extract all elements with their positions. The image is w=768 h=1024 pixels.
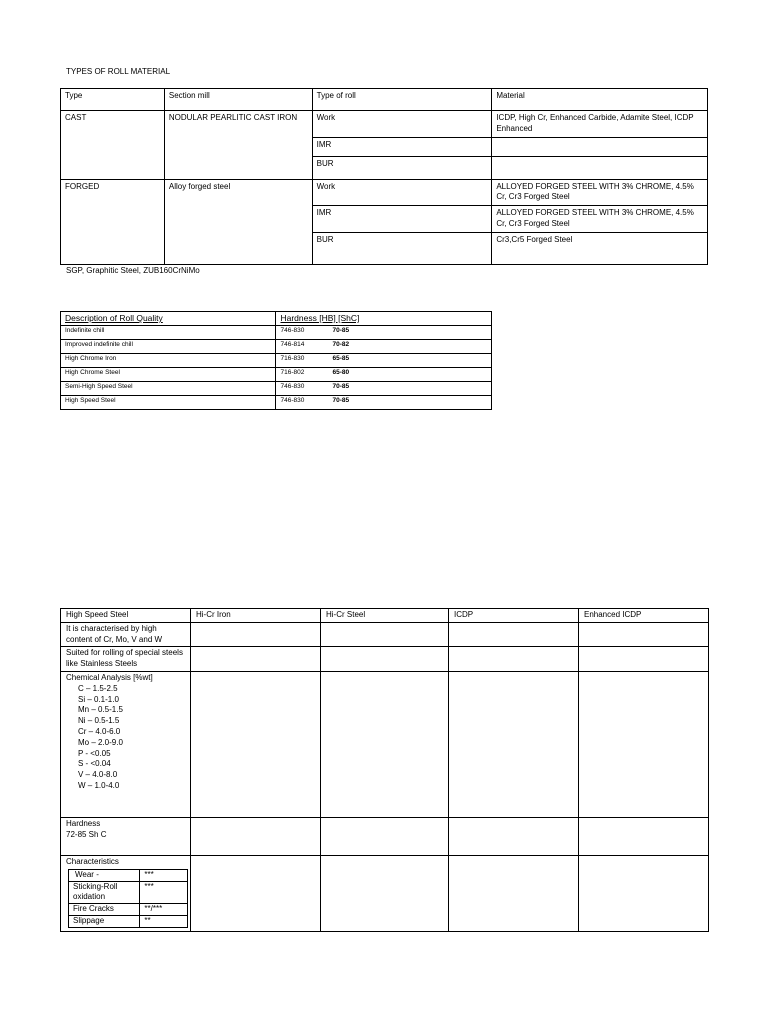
characteristics-title: Characteristics xyxy=(66,856,119,866)
empty-cell xyxy=(191,855,321,931)
cell-material: ALLOYED FORGED STEEL WITH 3% CHROME, 4.5% Cr, Cr3 Forged Steel xyxy=(492,206,708,233)
char-name: Slippage xyxy=(69,915,140,927)
cell-hardness xyxy=(276,382,492,396)
cell-description: High Speed Steel xyxy=(61,396,276,410)
table-header-row xyxy=(61,89,708,111)
hb-value: 746-814 xyxy=(280,341,305,349)
table-row xyxy=(61,671,709,817)
header-hardness-text: Hardness [HB] [ShC] xyxy=(280,313,360,323)
header-section-mill: Section mill xyxy=(164,89,312,111)
empty-cell xyxy=(191,647,321,672)
hb-value: 716-830 xyxy=(280,355,305,363)
shc-value: 70-85 xyxy=(332,397,350,405)
empty-cell xyxy=(579,855,709,931)
char-value: *** xyxy=(140,881,188,904)
cell-roll: Work xyxy=(312,179,492,206)
cell-hardness xyxy=(276,354,492,368)
chem-item: Mo – 2.0-9.0 xyxy=(78,737,123,747)
chem-item: Ni – 0.5-1.5 xyxy=(78,716,120,726)
hardness-title: Hardness xyxy=(66,818,101,828)
table-header-row xyxy=(61,312,492,326)
table-row xyxy=(69,881,188,904)
empty-cell xyxy=(191,817,321,855)
roll-material-table xyxy=(60,88,708,265)
cell-material: Cr3,Cr5 Forged Steel xyxy=(492,232,708,264)
cell-description: High Chrome Iron xyxy=(61,354,276,368)
chem-item: Mn – 0.5-1.5 xyxy=(78,705,123,715)
cell-cast: CAST xyxy=(61,111,165,180)
empty-cell xyxy=(449,671,579,817)
header-description xyxy=(61,312,276,326)
cell-hardness xyxy=(276,340,492,354)
cell-description: Indefinite chill xyxy=(61,326,276,340)
header-type: Type xyxy=(61,89,165,111)
table-row xyxy=(61,111,708,138)
empty-cell xyxy=(579,671,709,817)
chem-item: S - <0.04 xyxy=(78,759,111,769)
char-name: Fire Cracks xyxy=(69,904,140,916)
note-text: SGP, Graphitic Steel, ZUB160CrNiMo xyxy=(66,266,200,275)
table-row xyxy=(61,817,709,855)
chem-item: Si – 0.1-1.0 xyxy=(78,694,119,704)
header-type-of-roll: Type of roll xyxy=(312,89,492,111)
shc-value: 70-85 xyxy=(332,327,350,335)
empty-cell xyxy=(191,671,321,817)
char-value: ** xyxy=(140,915,188,927)
hb-value: 746-830 xyxy=(280,327,305,335)
table-row xyxy=(69,869,188,881)
cell-chemical-analysis xyxy=(61,671,191,817)
cell-forged-section-mill: Alloy forged steel xyxy=(164,179,312,264)
char-value: *** xyxy=(140,869,188,881)
cell-roll: IMR xyxy=(312,206,492,233)
chem-item: Cr – 4.0-6.0 xyxy=(78,726,121,736)
cell-roll: BUR xyxy=(312,156,492,179)
header-material: Material xyxy=(492,89,708,111)
hb-value: 746-830 xyxy=(280,397,305,405)
characteristics-table xyxy=(68,869,188,928)
table-row xyxy=(61,368,492,382)
table-row xyxy=(61,382,492,396)
empty-cell xyxy=(449,647,579,672)
table-row xyxy=(61,855,709,931)
hb-value: 716-802 xyxy=(280,369,305,377)
header-high-speed-steel: High Speed Steel xyxy=(61,609,191,623)
shc-value: 65-80 xyxy=(332,369,350,377)
empty-cell xyxy=(579,622,709,647)
shc-value: 70-82 xyxy=(332,341,350,349)
hb-value: 746-830 xyxy=(280,383,305,391)
header-icdp: ICDP xyxy=(449,609,579,623)
char-name: Sticking-Roll oxidation xyxy=(69,881,140,904)
shc-value: 70-85 xyxy=(332,383,350,391)
table-row xyxy=(69,915,188,927)
char-value: **/*** xyxy=(140,904,188,916)
char-name: Wear - xyxy=(69,869,140,881)
table-row xyxy=(61,647,709,672)
table-row xyxy=(69,904,188,916)
chem-item: V – 4.0-8.0 xyxy=(78,770,118,780)
document-title: TYPES OF ROLL MATERIAL xyxy=(66,67,171,76)
header-hi-cr-steel: Hi-Cr Steel xyxy=(321,609,449,623)
cell-description: Semi-High Speed Steel xyxy=(61,382,276,396)
empty-cell xyxy=(321,647,449,672)
header-hi-cr-iron: Hi-Cr Iron xyxy=(191,609,321,623)
header-hardness xyxy=(276,312,492,326)
cell-cast-section-mill: NODULAR PEARLITIC CAST IRON xyxy=(164,111,312,180)
chem-item: W – 1.0-4.0 xyxy=(78,780,120,790)
cell-material xyxy=(492,137,708,156)
chem-item: P - <0.05 xyxy=(78,748,111,758)
cell-characteristics xyxy=(61,855,191,931)
empty-cell xyxy=(579,817,709,855)
shc-value: 65-85 xyxy=(332,355,350,363)
cell-hardness xyxy=(276,396,492,410)
cell-characterised: It is characterised by high content of Cr, Mo, V and W xyxy=(61,622,191,647)
empty-cell xyxy=(321,622,449,647)
steel-comparison-table xyxy=(60,608,709,932)
header-enhanced-icdp: Enhanced ICDP xyxy=(579,609,709,623)
empty-cell xyxy=(449,622,579,647)
empty-cell xyxy=(321,817,449,855)
empty-cell xyxy=(579,647,709,672)
table-row xyxy=(61,396,492,410)
table-row xyxy=(61,354,492,368)
cell-material: ALLOYED FORGED STEEL WITH 3% CHROME, 4.5% Cr, Cr3 Forged Steel xyxy=(492,179,708,206)
table-header-row xyxy=(61,609,709,623)
cell-material: ICDP, High Cr, Enhanced Carbide, Adamite Steel, ICDP Enhanced xyxy=(492,111,708,138)
empty-cell xyxy=(191,622,321,647)
table-row xyxy=(61,179,708,206)
cell-roll: Work xyxy=(312,111,492,138)
empty-cell xyxy=(321,855,449,931)
header-description-text: Description of Roll Quality xyxy=(65,313,163,323)
cell-suited: Suited for rolling of special steels like Stainless Steels xyxy=(61,647,191,672)
cell-material xyxy=(492,156,708,179)
cell-roll: BUR xyxy=(312,232,492,264)
hardness-table xyxy=(60,311,492,410)
cell-hardness xyxy=(276,368,492,382)
cell-forged: FORGED xyxy=(61,179,165,264)
table-row xyxy=(61,340,492,354)
cell-roll: IMR xyxy=(312,137,492,156)
hardness-value: 72-85 Sh C xyxy=(66,829,107,839)
table-row xyxy=(61,326,492,340)
cell-hardness xyxy=(61,817,191,855)
empty-cell xyxy=(449,855,579,931)
chemical-analysis-title: Chemical Analysis [%wt] xyxy=(66,672,153,682)
chem-item: C – 1.5-2.5 xyxy=(78,683,118,693)
table-row xyxy=(61,622,709,647)
empty-cell xyxy=(449,817,579,855)
cell-hardness xyxy=(276,326,492,340)
cell-description: High Chrome Steel xyxy=(61,368,276,382)
empty-cell xyxy=(321,671,449,817)
cell-description: Improved indefinite chill xyxy=(61,340,276,354)
